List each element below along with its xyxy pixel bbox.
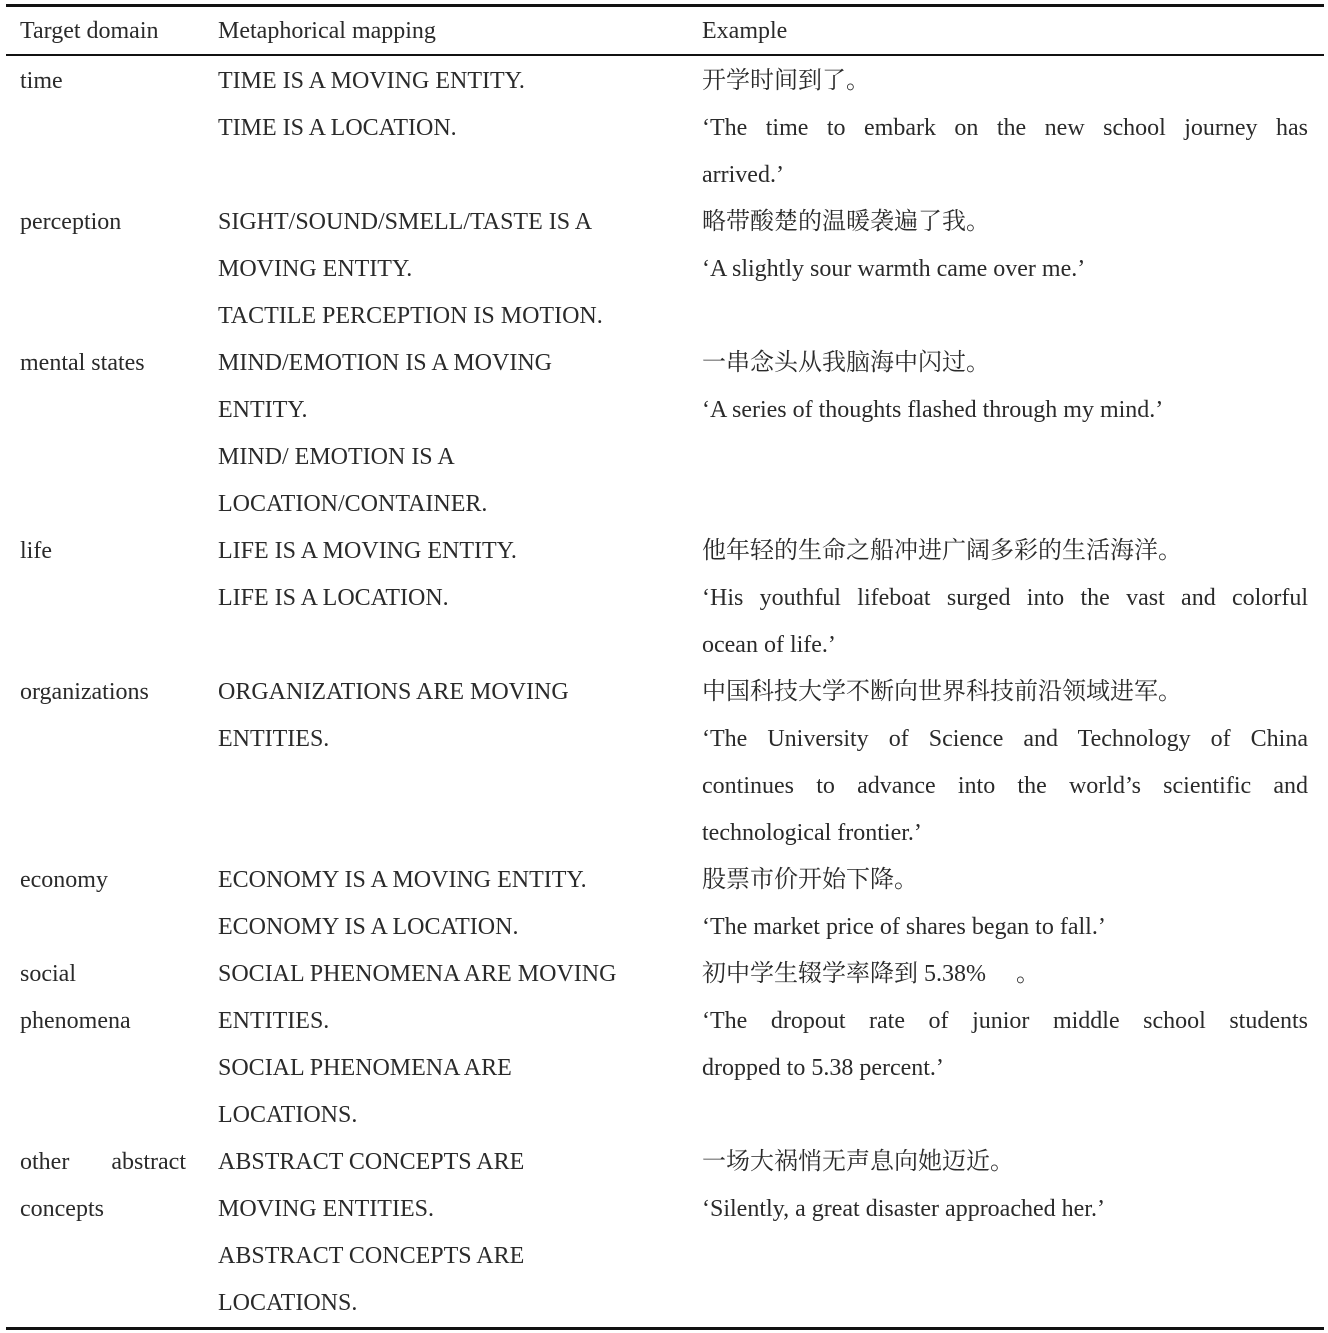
target-domain-line: time: [20, 68, 63, 94]
example-line: ‘A slightly sour warmth came over me.’: [702, 256, 1086, 282]
example-line: ‘Silently, a great disaster approached her.’: [702, 1196, 1105, 1222]
example-line: ‘A series of thoughts flashed through my mind.’: [702, 397, 1164, 423]
example-cell: [702, 199, 1308, 340]
table-row: [0, 528, 1328, 669]
example-line: 开学时间到了。: [702, 68, 870, 94]
target-domain-line: mental states: [20, 350, 145, 376]
header-target-domain: Target domain: [20, 18, 159, 44]
mapping-line: ECONOMY IS A MOVING ENTITY.: [218, 867, 587, 893]
target-domain-cell: [20, 528, 218, 669]
mapping-line: TIME IS A MOVING ENTITY.: [218, 68, 525, 94]
mapping-line: ECONOMY IS A LOCATION.: [218, 914, 519, 940]
metaphor-table: [0, 8, 1328, 1327]
example-line: 一串念头从我脑海中闪过。: [702, 350, 990, 376]
table-row: [0, 199, 1328, 340]
mapping-cell: [218, 340, 702, 528]
mapping-cell: [218, 669, 702, 857]
target-domain-line: life: [20, 538, 52, 564]
header-example: Example: [702, 18, 788, 44]
example-cell: [702, 669, 1308, 857]
mapping-line: MOVING ENTITIES.: [218, 1196, 434, 1222]
target-domain-line: concepts: [20, 1196, 104, 1222]
example-cell: [702, 951, 1308, 1139]
target-domain-line: perception: [20, 209, 122, 235]
mapping-line: SIGHT/SOUND/SMELL/TASTE IS A: [218, 209, 593, 235]
target-domain-cell: [20, 1139, 218, 1327]
mapping-cell: [218, 199, 702, 340]
example-line: 一场大祸悄无声息向她迈近。: [702, 1149, 1014, 1175]
mapping-line: TIME IS A LOCATION.: [218, 115, 457, 141]
target-domain-cell: [20, 58, 218, 199]
mapping-line: ENTITIES.: [218, 726, 330, 752]
mapping-line: TACTILE PERCEPTION IS MOTION.: [218, 303, 603, 329]
example-cell: [702, 857, 1308, 951]
table-bottom-rule: [6, 1327, 1324, 1330]
mapping-line: SOCIAL PHENOMENA ARE: [218, 1055, 512, 1081]
table-row: [0, 669, 1328, 857]
target-domain-cell: [20, 857, 218, 951]
example-line: ‘The time to embark on the new school journey has: [702, 115, 1308, 141]
table-row: [0, 340, 1328, 528]
example-line: ‘His youthful lifeboat surged into the vast and colorful: [702, 585, 1308, 611]
mapping-line: ENTITY.: [218, 397, 308, 423]
example-line: continues to advance into the world’s scientific and: [702, 773, 1308, 799]
target-domain-cell: [20, 951, 218, 1139]
target-domain-line: other abstract: [20, 1149, 186, 1175]
table-header-row: [0, 8, 1328, 55]
target-domain-cell: [20, 669, 218, 857]
mapping-cell: [218, 58, 702, 199]
target-domain-cell: [20, 340, 218, 528]
example-line: dropped to 5.38 percent.’: [702, 1055, 944, 1081]
mapping-line: MOVING ENTITY.: [218, 256, 413, 282]
example-line: ‘The University of Science and Technology of China: [702, 726, 1308, 752]
mapping-line: ABSTRACT CONCEPTS ARE: [218, 1149, 525, 1175]
example-line: ‘The market price of shares began to fall.’: [702, 914, 1106, 940]
table-row: [0, 857, 1328, 951]
mapping-line: LIFE IS A LOCATION.: [218, 585, 449, 611]
example-cell: [702, 58, 1308, 199]
example-line: 股票市价开始下降。: [702, 867, 918, 893]
example-line: 略带酸楚的温暖袭遍了我。: [702, 209, 990, 235]
example-cell: [702, 340, 1308, 528]
mapping-line: LOCATIONS.: [218, 1290, 358, 1316]
table-row: [0, 951, 1328, 1139]
mapping-cell: [218, 1139, 702, 1327]
mapping-line: MIND/ EMOTION IS A: [218, 444, 455, 470]
target-domain-cell: [20, 199, 218, 340]
mapping-line: LOCATION/CONTAINER.: [218, 491, 488, 517]
mapping-cell: [218, 857, 702, 951]
mapping-cell: [218, 951, 702, 1139]
table-row: [0, 1139, 1328, 1327]
mapping-line: LOCATIONS.: [218, 1102, 358, 1128]
table-row: [0, 58, 1328, 199]
example-line: 初中学生辍学率降到 5.38% 。: [702, 961, 1040, 987]
example-line: 中国科技大学不断向世界科技前沿领域进军。: [702, 679, 1182, 705]
target-domain-line: social: [20, 961, 76, 987]
table-body: [0, 58, 1328, 1327]
mapping-line: ORGANIZATIONS ARE MOVING: [218, 679, 569, 705]
example-line: technological frontier.’: [702, 820, 922, 846]
mapping-line: SOCIAL PHENOMENA ARE MOVING: [218, 961, 617, 987]
example-cell: [702, 528, 1308, 669]
table-top-rule: [6, 4, 1324, 7]
example-line: ‘The dropout rate of junior middle school students: [702, 1008, 1308, 1034]
mapping-line: LIFE IS A MOVING ENTITY.: [218, 538, 517, 564]
mapping-line: ENTITIES.: [218, 1008, 330, 1034]
mapping-line: ABSTRACT CONCEPTS ARE: [218, 1243, 525, 1269]
example-cell: [702, 1139, 1308, 1327]
mapping-cell: [218, 528, 702, 669]
target-domain-line: phenomena: [20, 1008, 131, 1034]
target-domain-line: organizations: [20, 679, 149, 705]
example-line: arrived.’: [702, 162, 784, 188]
header-metaphorical-mapping: Metaphorical mapping: [218, 18, 436, 44]
target-domain-line: economy: [20, 867, 108, 893]
example-line: ocean of life.’: [702, 632, 836, 658]
mapping-line: MIND/EMOTION IS A MOVING: [218, 350, 552, 376]
example-line: 他年轻的生命之船冲进广阔多彩的生活海洋。: [702, 538, 1182, 564]
